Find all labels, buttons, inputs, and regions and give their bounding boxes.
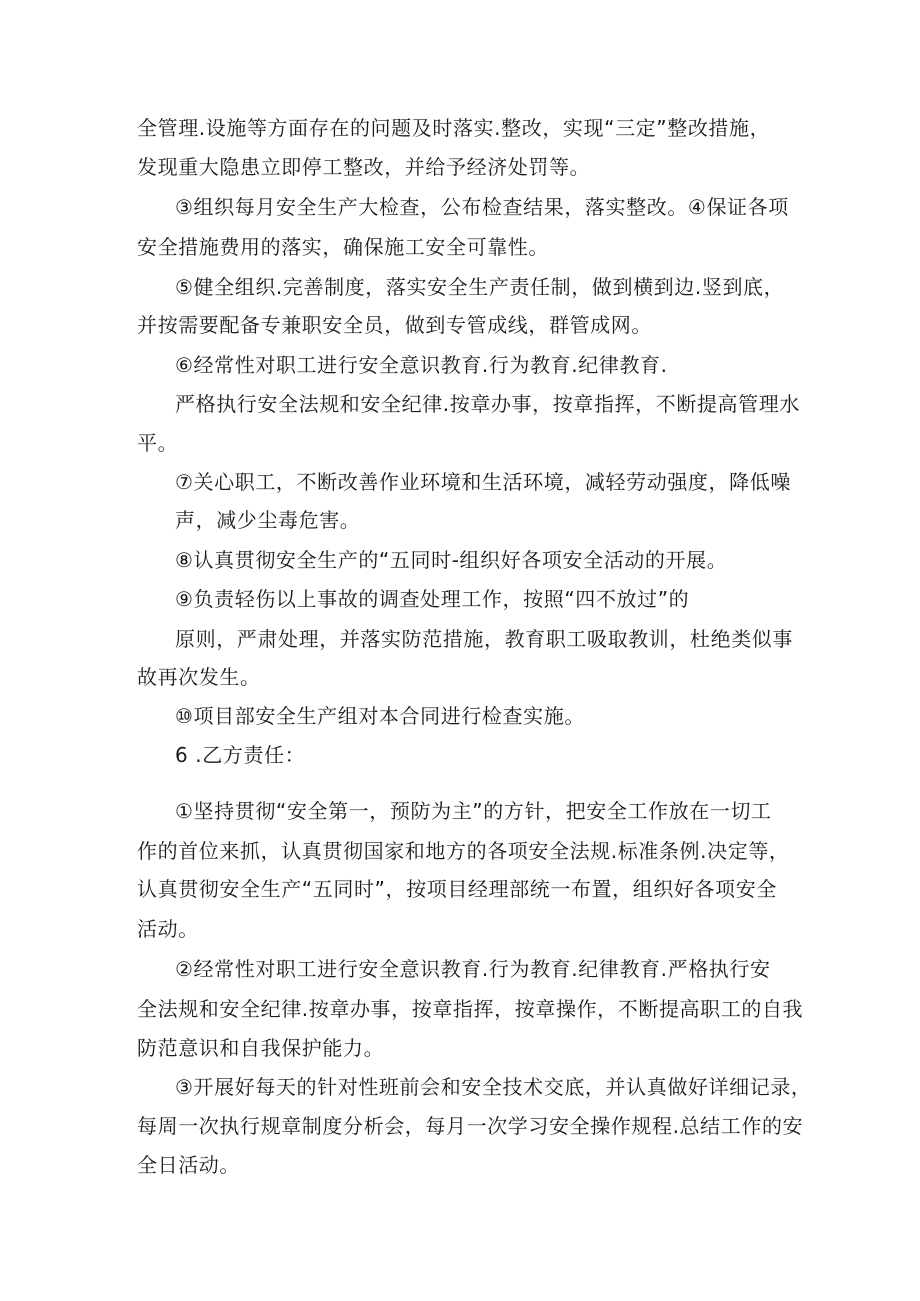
text-line: ③组织每月安全生产大检查，公布检查结果，落实整改。④保证各项 [175, 195, 789, 219]
text-line: ⑩项目部安全生产组对本合同进行检查实施。 [175, 704, 585, 728]
text-line: 严格执行安全法规和安全纪律.按章办事，按章指挥，不断提高管理水 [175, 392, 800, 416]
section-heading: 6 .乙方责任： [175, 743, 306, 767]
text-line: ⑨负责轻伤以上事故的调查处理工作，按照“四不放过”的 [175, 587, 690, 611]
text-line: 防范意识和自我保护能力。 [137, 1036, 385, 1060]
text-line: ②经常性对职工进行安全意识教育.行为教育.纪律教育.严格执行安 [175, 957, 771, 981]
text-line: 全日活动。 [137, 1153, 240, 1177]
text-line: ⑧认真贯彻安全生产的“五同时-组织好各项安全活动的开展。 [175, 548, 728, 572]
text-line: 全管理.设施等方面存在的问题及时落实.整改，实现“三定”整改措施， [137, 116, 771, 140]
text-line: 每周一次执行规章制度分析会，每月一次学习安全操作规程.总结工作的安 [137, 1114, 804, 1138]
text-line: 并按需要配备专兼职安全员，做到专管成线，群管成网。 [137, 313, 652, 337]
text-line: 认真贯彻安全生产“五同时”，按项目经理部统一布置，组织好各项安全 [137, 877, 777, 901]
text-line: ⑥经常性对职工进行安全意识教育.行为教育.纪律教育. [175, 353, 668, 377]
text-line: 活动。 [137, 917, 199, 941]
text-line: ①坚持贯彻“安全第一，预防为主”的方针，把安全工作放在一切工 [175, 799, 772, 823]
text-line: ⑦关心职工，不断改善作业环境和生活环境，减轻劳动强度，降低噪 [175, 470, 791, 494]
text-line: 全法规和安全纪律.按章办事，按章指挥，按章操作，不断提高职工的自我 [137, 997, 804, 1021]
text-line: 平。 [137, 431, 179, 455]
text-line: ⑤健全组织.完善制度，落实安全生产责任制，做到横到边.竖到底， [175, 275, 785, 299]
text-line: 声，减少尘毒危害。 [175, 508, 361, 532]
text-line: 原则，严肃处理，并落实防范措施，教育职工吸取教训，杜绝类似事 [175, 627, 793, 651]
text-line: 安全措施费用的落实，确保施工安全可靠性。 [137, 235, 549, 259]
text-line: 发现重大隐患立即停工整改，并给予经济处罚等。 [137, 155, 591, 179]
text-line: 作的首位来抓，认真贯彻国家和地方的各项安全法规.标准条例.决定等， [137, 839, 790, 863]
text-line: 故再次发生。 [137, 665, 261, 689]
text-line: ③开展好每天的针对性班前会和安全技术交底，并认真做好详细记录， [175, 1075, 812, 1099]
